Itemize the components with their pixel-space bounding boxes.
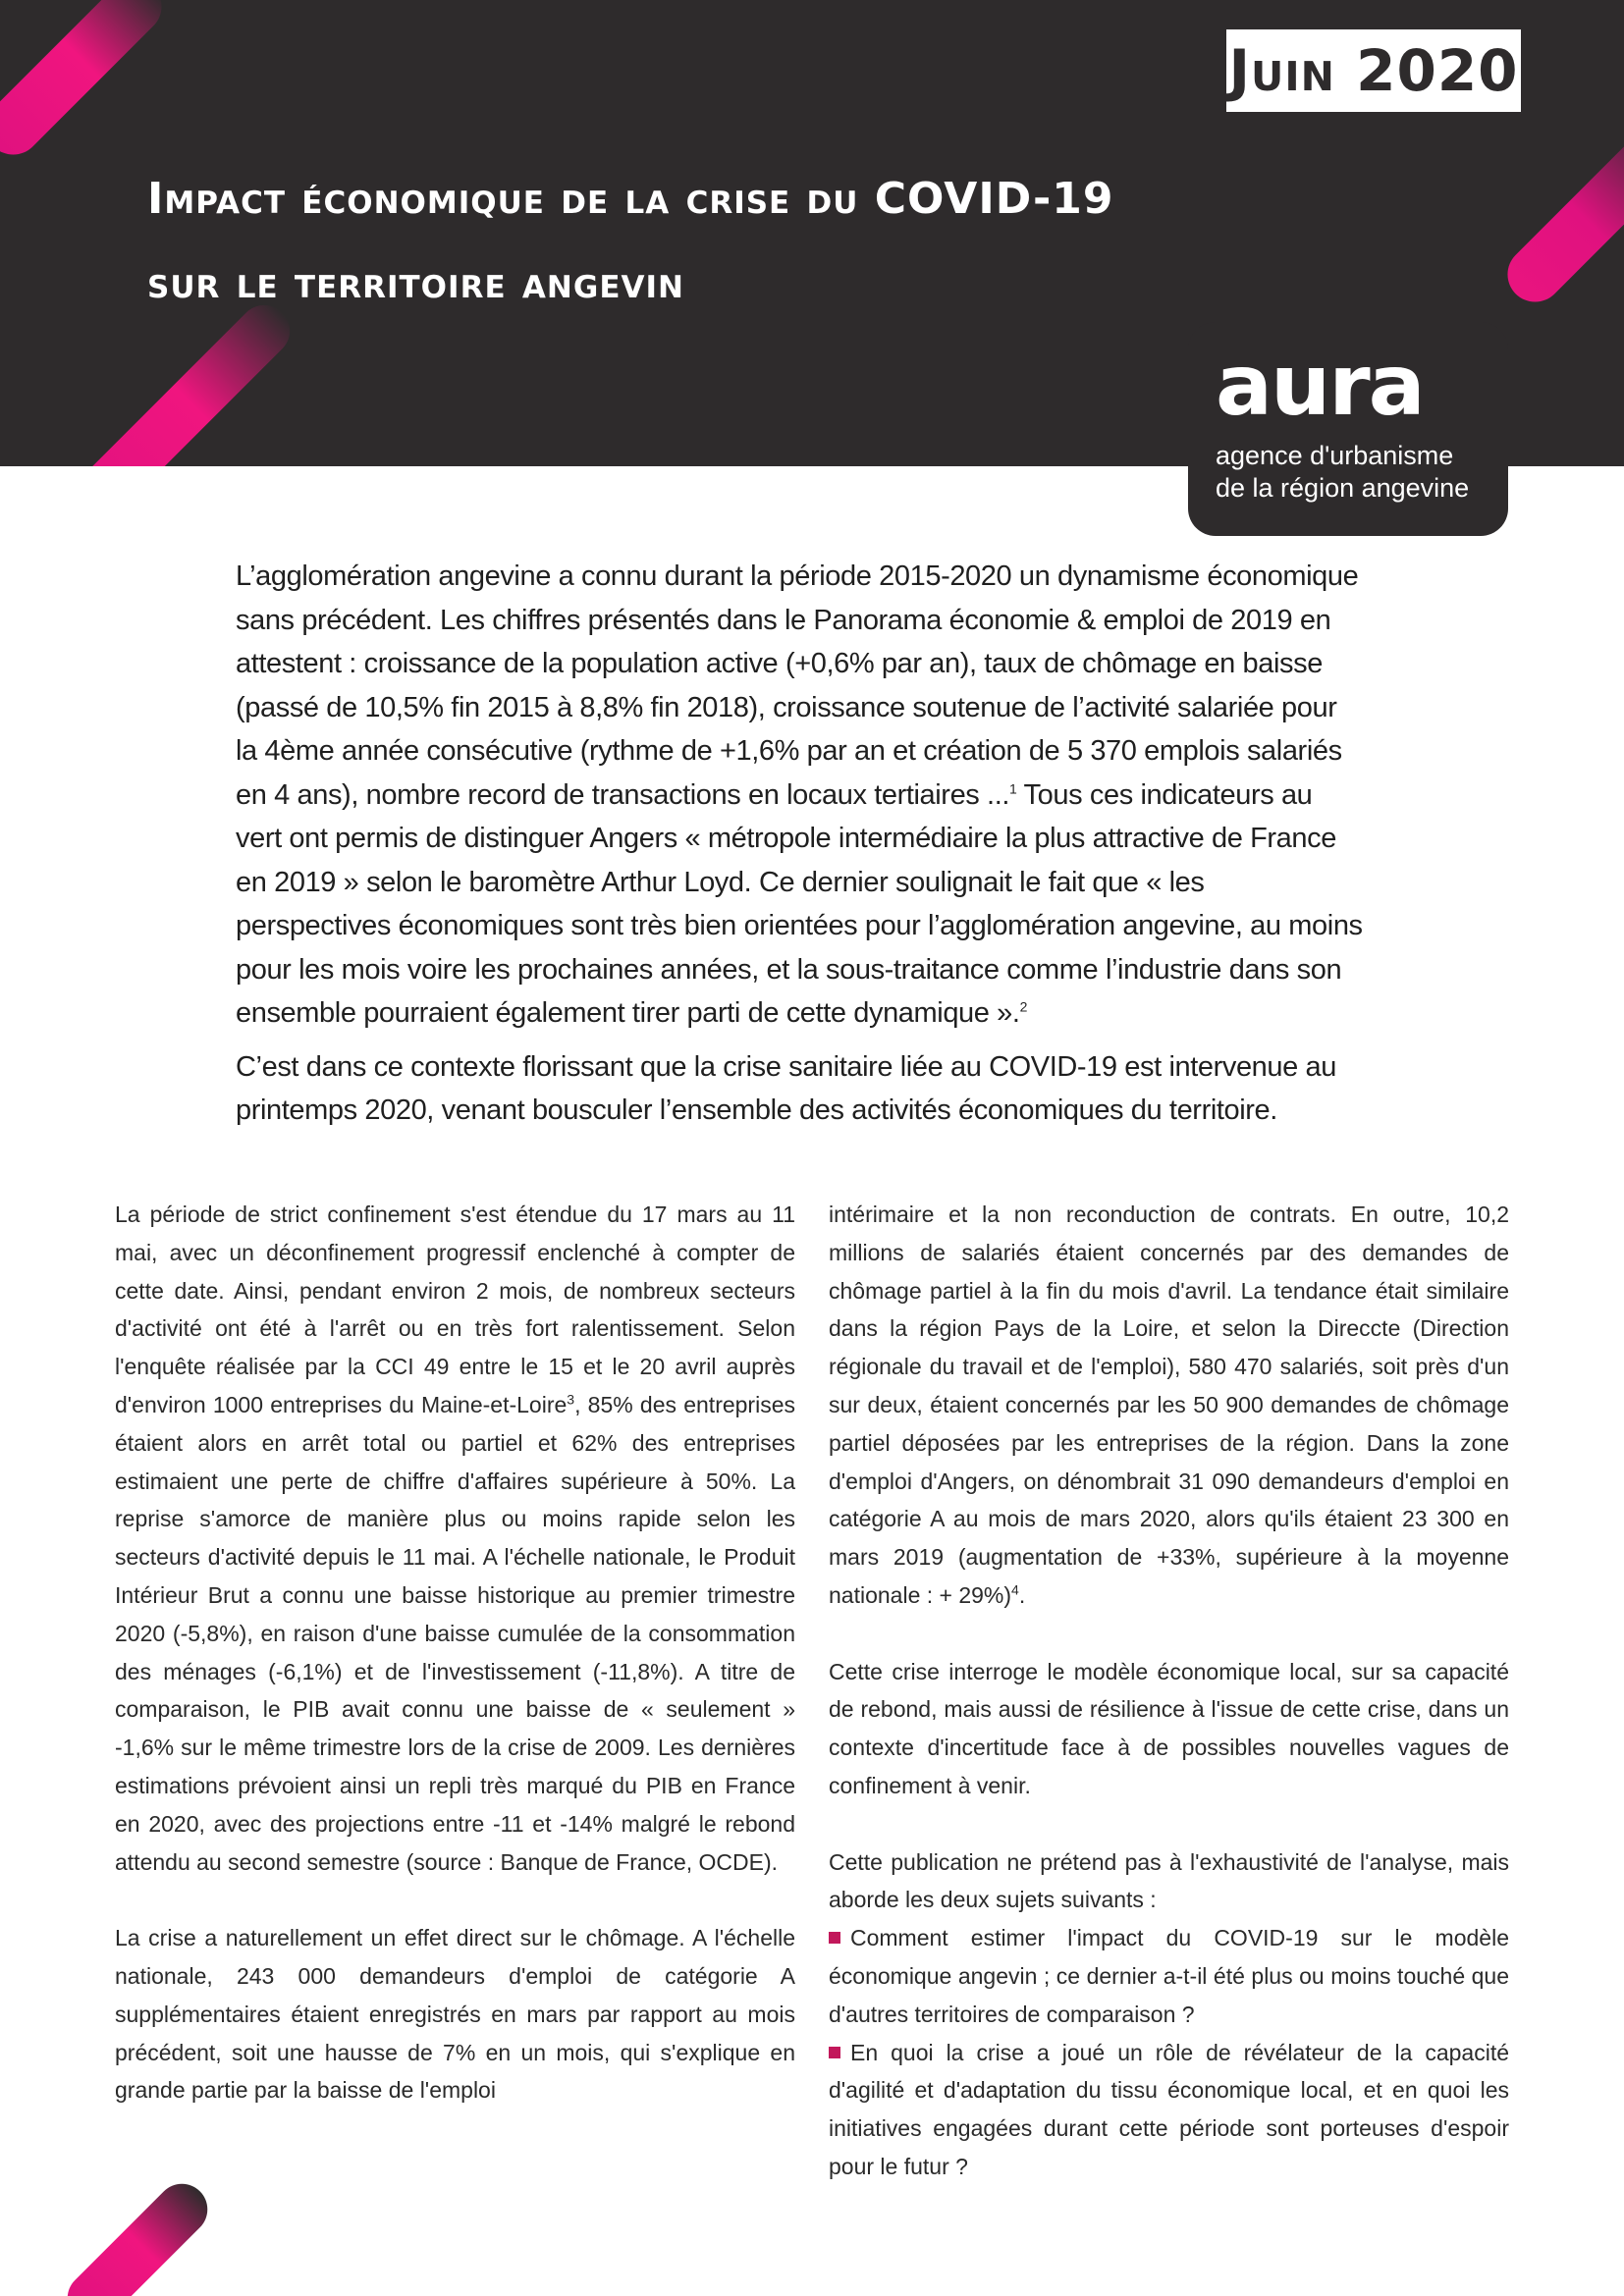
bullet-text: Comment estimer l'impact du COVID-19 sur le modèle économique angevin ; ce dernier a-t-il été plus ou moins touché que d'autres territoires de comparaison ? (829, 1925, 1509, 2027)
body-paragraph: Cette publication ne prétend pas à l'exhaustivité de l'analyse, mais aborde les deux sujets suivants : (829, 1848, 1509, 1913)
logo-subtitle (1216, 440, 1481, 505)
body-text: La période de strict confinement s'est étendue du 17 mars au 11 mai, avec un déconfinement progressif enclenché à compter de cette date. Ainsi, pendant environ 2 mois, de nombreux secteurs d'activité ont été à l'arrêt ou en très fort ralentissement. Selon l'enquête réalisée par la CCI 49 entre le 15 et le 20 avril auprès d'environ 1000 entreprises du Maine-et-Loire (115, 1201, 795, 1417)
bullet-item (829, 2034, 1509, 2186)
footnote-ref: 1 (1009, 779, 1017, 796)
body-paragraph (115, 1196, 795, 1881)
body-text: , 85% des entreprises étaient alors en arrêt total ou partiel et 62% des entreprises estimaient une perte de chiffre d'affaires supérieure à 50%. La reprise s'amorce de manière plus ou moins rapide selon les secteurs d'activité depuis le 11 mai. A l'échelle nationale, le Produit Intérieur Brut a connu une baisse historique au premier trimestre 2020 (-5,8%), en raison d'une baisse cumulée de la consommation des ménages (-6,1%) et de l'investissement (-11,8%). A titre de comparaison, le PIB avait connu une baisse de « seulement » -1,6% sur le même trimestre lors de la crise de 2009. Les dernières estimations prévoient ainsi un repli très marqué du PIB en France en 2020, avec des projections entre -11 et -14% malgré le rebond attendu au second semestre (source : Banque de France, OCDE). (115, 1391, 795, 1875)
logo-subtitle-line-1: agence d'urbanisme (1216, 441, 1454, 470)
decorative-stripe (0, 0, 173, 166)
bullet-square-icon (829, 2047, 840, 2058)
decorative-stripe (57, 2173, 218, 2296)
date-label (1226, 29, 1521, 112)
footnote-ref: 4 (1011, 1581, 1019, 1598)
decorative-stripe (1496, 115, 1624, 313)
body-paragraph: Cette crise interroge le modèle économique local, sur sa capacité de rebond, mais aussi de résilience à l'issue de cette crise, dans un contexte d'incertitude face à de possibles nouvelles vagues de confinement à venir. (829, 1658, 1509, 1798)
right-column (829, 1196, 1509, 2186)
body-paragraph (829, 1196, 1509, 1615)
title-line-1: Impact économique de la crise du COVID-19 (147, 174, 1114, 224)
intro-paragraph-2: C’est dans ce contexte florissant que la crise sanitaire liée au COVID-19 est intervenue au printemps 2020, venant bousculer l’ensemble des activités économiques du territoire. (236, 1050, 1336, 1126)
bullet-text: En quoi la crise a joué un rôle de révélateur de la capacité d'agilité et d'adaptation du tissu économique local, et en quoi les initiatives engagées durant cette période sont porteuses d'espoir pour le futur ? (829, 2039, 1509, 2179)
footnote-ref: 3 (567, 1391, 575, 1408)
date-text: Juin 2020 (1228, 37, 1519, 104)
footnote-ref: 2 (1019, 998, 1027, 1015)
logo-subtitle-line-2: de la région angevine (1216, 473, 1470, 503)
aura-logo (1188, 322, 1508, 536)
logo-wordmark: aura (1216, 337, 1424, 435)
page-title (147, 157, 1276, 326)
intro-paragraph-1 (236, 555, 1365, 1036)
body-paragraph: La crise a naturellement un effet direct sur le chômage. A l'échelle nationale, 243 000 demandeurs d'emploi de catégorie A supplémentaires étaient enregistrés en mars par rapport au mois précédent, soit une hausse de 7% en un mois, qui s'explique en grande partie par la baisse de l'emploi (115, 1925, 795, 2104)
bullet-square-icon (829, 1932, 840, 1944)
bullet-item (829, 1919, 1509, 2033)
intro-text: L’agglomération angevine a connu durant la période 2015-2020 un dynamisme économique sans précédent. Les chiffres présentés dans le Panorama économie & emploi de 2019 en attestent : croissance de la population active (+0,6% par an), taux de chômage en baisse (passé de 10,5% fin 2015 à 8,8% fin 2018), croissance soutenue de l’activité salariée pour la 4ème année consécutive (rythme de +1,6% par an et création de 5 370 emplois salariés en 4 ans), nombre record de transactions en locaux tertiaires ... (236, 561, 1359, 811)
intro-block (236, 555, 1365, 1143)
left-column (115, 1196, 795, 2109)
body-text: . (1018, 1581, 1026, 1608)
title-line-2: sur le territoire angevin (147, 258, 684, 308)
intro-text: Tous ces indicateurs au vert ont permis de distinguer Angers « métropole intermédiaire la plus attractive de France en 2019 » selon le baromètre Arthur Loyd. Ce dernier soulignait le fait que « les perspectives économiques sont très bien orientées pour l’agglomération angevine, au moins pour les mois voire les prochaines années, et la sous-traitance comme l’industrie dans son ensemble pourraient également tirer parti de cette dynamique ». (236, 778, 1363, 1029)
body-text: intérimaire et la non reconduction de contrats. En outre, 10,2 millions de salariés étaient concernés par des demandes de chômage partiel à la fin du mois d'avril. La tendance était similaire dans la région Pays de la Loire, et selon la Direccte (Direction régionale du travail et de l'emploi), 580 470 salariés, soit près d'un sur deux, étaient concernés par les 50 900 demandes de chômage partiel déposées par les entreprises de la région. Dans la zone d'emploi d'Angers, on dénombrait 31 090 demandeurs d'emploi en catégorie A au mois de mars 2020, alors qu'ils étaient 23 300 en mars 2019 (augmentation de +33%, supérieure à la moyenne nationale : + 29%) (829, 1201, 1509, 1608)
